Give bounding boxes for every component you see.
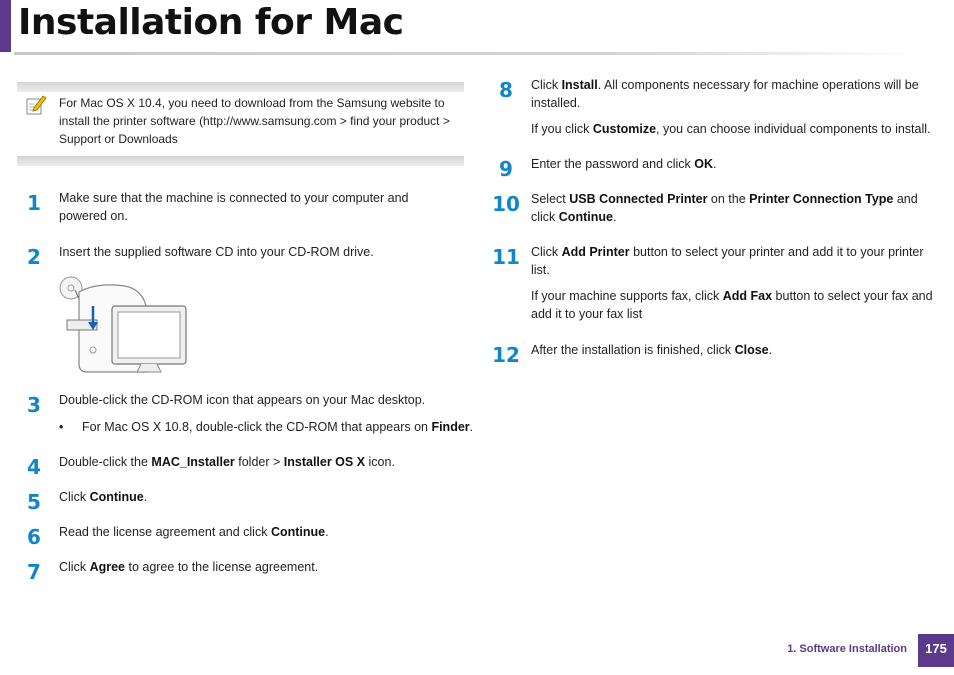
note-box: [17, 82, 464, 166]
page-number-badge: 175: [918, 634, 954, 667]
step-number: 3: [27, 393, 41, 417]
step-number: 2: [27, 245, 41, 269]
title-divider: [14, 52, 914, 55]
note-bottom-rule: [17, 156, 464, 166]
step-text: Double-click the CD-ROM icon that appears on your Mac desktop.: [59, 393, 426, 407]
step-text: Click Agree to agree to the license agreement.: [59, 560, 319, 574]
pencil-note-icon: [25, 94, 47, 116]
footer-section-label: 1. Software Installation: [787, 643, 907, 655]
step-number: 9: [499, 157, 513, 181]
step-number: 10: [492, 192, 520, 216]
step-text: Insert the supplied software CD into your CD-ROM drive.: [59, 245, 374, 259]
step-text: Make sure that the machine is connected to your computer and powered on.: [59, 191, 409, 223]
step-text: Read the license agreement and click Continue.: [59, 525, 329, 539]
note-top-rule: [17, 82, 464, 92]
step-text: Click Install. All components necessary for machine operations will be installed.: [531, 78, 919, 110]
note-text: For Mac OS X 10.4, you need to download from the Samsung website to install the printer software (http://www.samsung.com > find your product > Support or Downloads: [59, 96, 450, 146]
step-number: 5: [27, 490, 41, 514]
step-text: Enter the password and click OK.: [531, 157, 717, 171]
step-text: Click Continue.: [59, 490, 148, 504]
bullet-dot: •: [59, 420, 64, 434]
step-subtext: If you click Customize, you can choose individual components to install.: [531, 122, 931, 136]
step-text: Click Add Printer button to select your printer and add it to your printer list.: [531, 245, 924, 277]
step-number: 1: [27, 191, 41, 215]
computer-cd-illustration: [57, 272, 189, 376]
page-title: Installation for Mac: [18, 2, 404, 43]
step-text: Select USB Connected Printer on the Printer Connection Type and click Continue.: [531, 192, 918, 224]
step-number: 7: [27, 560, 41, 584]
step-text: After the installation is finished, click Close.: [531, 343, 773, 357]
step-number: 4: [27, 455, 41, 479]
step-number: 11: [492, 245, 520, 269]
step-subtext: If your machine supports fax, click Add Fax button to select your fax and add it to your fax list: [531, 289, 933, 321]
step-number: 8: [499, 78, 513, 102]
step-number: 12: [492, 343, 520, 367]
header-accent-bar: [0, 0, 11, 52]
step-text: Double-click the MAC_Installer folder > Installer OS X icon.: [59, 455, 395, 469]
bullet-text: For Mac OS X 10.8, double-click the CD-ROM that appears on Finder.: [82, 420, 474, 434]
step-number: 6: [27, 525, 41, 549]
